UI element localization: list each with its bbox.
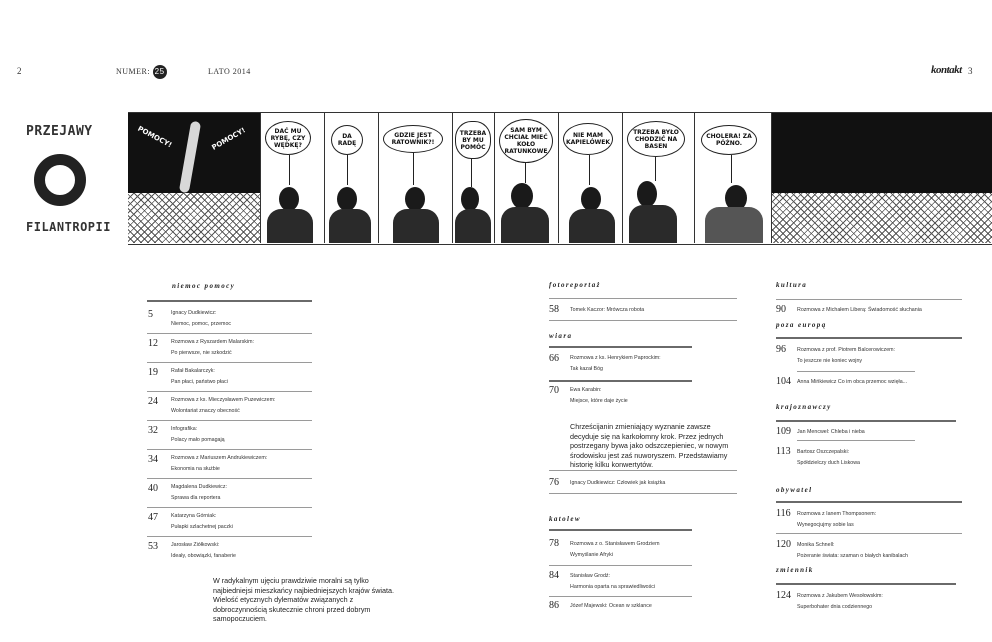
entry-title: Pułapki szlachetnej paczki — [171, 524, 233, 530]
section-lead-paragraph: Chrześcijanin zmieniający wyznanie zawsze decyduje się na karkołomny krok. Przez jednych postrzegany bywa jako odszczepieniec, w nowym środowisku jest zaś nuworyszem. Przedstawiamy historię kilku konwertytów. — [570, 422, 729, 470]
entry-page: 124 — [776, 590, 791, 601]
entry-title: Polacy mało pomagają — [171, 437, 225, 443]
sea-waves — [128, 193, 260, 243]
entry-page: 58 — [549, 304, 559, 315]
separator — [549, 529, 692, 531]
separator — [549, 298, 737, 299]
comic-panel-4 — [379, 113, 453, 243]
separator — [147, 333, 312, 334]
logo-top-text: PRZEJAWY — [26, 124, 93, 139]
issue-number-badge: 25 — [153, 65, 167, 79]
entry-author: Katarzyna Górniak: — [171, 513, 217, 519]
entry-title: Tak kazał Bóg — [570, 366, 603, 372]
comic-bubble: TRZEBA BYŁO CHODZIĆ NA BASEN — [627, 121, 685, 157]
entry-page: 90 — [776, 304, 786, 315]
section-lead-paragraph: W radykalnym ujęciu prawdziwie moralni są tylko najbiedniejsi mieszkańcy najbiedniejszych krajów świata. Wielość etycznych dylematów związanych z dobroczynnością skutecznie chroni przed dobrym samopoczuciem. — [213, 576, 394, 624]
separator — [147, 536, 312, 537]
entry-page: 47 — [148, 512, 158, 523]
separator — [147, 449, 312, 450]
section-heading: niemoc pomocy — [172, 282, 236, 290]
person-head — [337, 187, 357, 211]
bubble-tail — [289, 155, 290, 185]
entry-title: Ideały, obowiązki, fanaberie — [171, 553, 236, 559]
person-torso — [569, 209, 615, 243]
separator — [776, 337, 962, 339]
separator — [147, 478, 312, 479]
comic-bubble: NIE MAM KAPIELÓWEK — [563, 123, 613, 155]
bubble-tail — [471, 159, 472, 187]
entry-author: Bartosz Oszczepalski: — [797, 449, 850, 455]
person-head — [405, 187, 425, 211]
page-number-left: 2 — [17, 66, 22, 76]
entry-title: Sprawa dla reportera — [171, 495, 221, 501]
entry-page: 19 — [148, 367, 158, 378]
section-heading: kultura — [776, 281, 808, 289]
entry-author: Ignacy Dudkiewicz: — [171, 310, 217, 316]
issue-season: LATO 2014 — [208, 67, 251, 76]
entry-title: Po pierwsze, nie szkodzić — [171, 350, 232, 356]
entry-author: Stanisław Grodź: — [570, 573, 611, 579]
entry-page: 86 — [549, 600, 559, 611]
comic-panel-8 — [623, 113, 695, 243]
section-heading: poza europą — [776, 321, 827, 329]
section-heading: katolew — [549, 515, 581, 523]
comic-strip — [128, 112, 992, 245]
entry-page: 96 — [776, 344, 786, 355]
comic-bubble: SAM BYM CHCIAŁ MIEĆ KOŁO RATUNKOWE — [499, 119, 553, 163]
entry-page: 113 — [776, 446, 791, 457]
comic-bubble-pomocy-1: POMOCY! — [136, 124, 174, 150]
comic-bubble: TRZEBA BY MU POMÓC — [455, 121, 491, 159]
entry-title: Pan płaci, państwo płaci — [171, 379, 228, 385]
issue-number — [116, 65, 167, 79]
section-heading: fotoreportaż — [549, 281, 601, 289]
separator — [549, 320, 737, 321]
entry-author: Ewa Karabin: — [570, 387, 602, 393]
section-heading: zmiennik — [776, 566, 814, 574]
separator — [147, 300, 312, 302]
entry-title: Pożeranie świata: szaman o białych kanibalach — [797, 553, 909, 559]
entry-author: Monika Schnell: — [797, 542, 835, 548]
brand-logo: kontakt — [931, 64, 962, 76]
section-heading: obywatel — [776, 486, 813, 494]
entry-page: 40 — [148, 483, 158, 494]
bubble-tail — [525, 163, 526, 183]
entry-author: Rozmowa z Ryszardem Malarskim: — [171, 339, 254, 345]
entry-title: Wynegocjujmy sobie las — [797, 522, 854, 528]
entry-author: Infografika: — [171, 426, 198, 432]
section-logo — [26, 124, 111, 244]
entry-page: 5 — [148, 309, 153, 320]
person-torso — [267, 209, 313, 243]
entry-title: Niemoc, pomoc, przemoc — [171, 321, 232, 327]
sea-waves — [772, 193, 992, 243]
separator — [549, 596, 692, 597]
entry-page: 66 — [549, 353, 559, 364]
separator — [147, 391, 312, 392]
comic-panel-7 — [559, 113, 623, 243]
entry-title: Miejsce, które daje życie — [570, 398, 628, 404]
comic-bubble-pomocy-2: POMOCY! — [210, 126, 247, 152]
person-torso — [455, 209, 491, 243]
comic-bubble: DA RADĘ — [331, 125, 363, 155]
separator — [776, 533, 962, 534]
entry-page: 84 — [549, 570, 559, 581]
entry-author: Rozmowa z ks. Mieczysławem Puzewiczem: — [171, 397, 276, 403]
comic-bubble: CHOLERA! ZA PÓŹNO. — [701, 125, 757, 155]
entry-author: Rafał Bakalarczyk: — [171, 368, 215, 374]
person-head — [637, 181, 657, 207]
entry-page: 24 — [148, 396, 158, 407]
entry-author: Rozmowa z Mariuszem Andrukiewiczem: — [171, 455, 268, 461]
entry-page: 53 — [148, 541, 158, 552]
entry-author: Rozmowa z o. Stanisławem Grodziem — [570, 541, 660, 547]
entry-page: 34 — [148, 454, 158, 465]
person-torso — [501, 207, 549, 243]
bubble-tail — [347, 155, 348, 185]
separator — [549, 380, 692, 382]
entry-text: Jan Mencwel: Chleba i nieba — [797, 429, 865, 435]
person-head — [511, 183, 533, 209]
person-torso — [393, 209, 439, 243]
separator — [549, 470, 737, 471]
separator — [147, 507, 312, 508]
entry-page: 109 — [776, 426, 791, 437]
drowning-arm — [179, 121, 201, 194]
entry-page: 76 — [549, 477, 559, 488]
entry-author: Rozmowa z Ianem Thompsonem: — [797, 511, 877, 517]
person-torso — [329, 209, 371, 243]
entry-text: Anna Mińkiewicz Co im obca przemoc wzięła... — [797, 379, 908, 385]
bubble-tail — [731, 155, 732, 183]
comic-panel-1 — [128, 113, 261, 243]
comic-panel-6 — [495, 113, 559, 243]
entry-title: To jeszcze nie koniec wojny — [797, 358, 863, 364]
separator — [147, 362, 312, 363]
entry-page: 104 — [776, 376, 791, 387]
comic-panel-9 — [695, 113, 772, 243]
person-head — [279, 187, 299, 211]
logo-bottom-text: FILANTROPII — [26, 220, 111, 234]
entry-page: 70 — [549, 385, 559, 396]
entry-text: Tomek Kaczor: Mrówcza robota — [570, 307, 645, 313]
separator — [147, 420, 312, 421]
entry-text: Józef Majewski: Ocean w szklance — [570, 603, 652, 609]
separator — [797, 440, 915, 441]
entry-title: Wolontariat znaczy obecność — [171, 408, 240, 414]
comic-panel-5 — [453, 113, 495, 243]
entry-title: Spółdzielczy duch Liskowa — [797, 460, 861, 466]
separator — [797, 371, 915, 372]
comic-panel-3 — [325, 113, 379, 243]
page-number-right: 3 — [968, 66, 973, 76]
numer-label: NUMER: — [116, 66, 151, 76]
separator — [776, 299, 962, 300]
bubble-tail — [655, 157, 656, 181]
separator — [549, 346, 692, 348]
entry-title: Ekonomia na służbie — [171, 466, 220, 472]
separator — [549, 493, 737, 494]
bubble-tail — [413, 153, 414, 185]
comic-bubble: DAĆ MU RYBĘ, CZY WĘDKĘ? — [265, 121, 311, 155]
entry-page: 116 — [776, 508, 791, 519]
section-heading: krajoznawczy — [776, 403, 832, 411]
entry-text: Ignacy Dudkiewicz: Człowiek jak książka — [570, 480, 666, 486]
entry-title: Harmonia oparta na sprawiedliwości — [570, 584, 656, 590]
entry-page: 78 — [549, 538, 559, 549]
entry-text: Rozmowa z Michałem Liberą: Świadomość słuchania — [797, 307, 922, 313]
entry-title: Superbohater dnia codziennego — [797, 604, 873, 610]
bubble-tail — [589, 155, 590, 185]
section-heading: wiara — [549, 332, 573, 340]
entry-author: Rozmowa z prof. Piotrem Balcerowiczem: — [797, 347, 896, 353]
entry-author: Jarosław Ziółkowski: — [171, 542, 220, 548]
separator — [776, 420, 956, 422]
comic-panel-2 — [261, 113, 325, 243]
person-torso — [629, 205, 677, 243]
entry-author: Magdalena Dudkiewicz: — [171, 484, 227, 490]
comic-panel-10 — [772, 113, 992, 243]
entry-page: 32 — [148, 425, 158, 436]
person-head — [461, 187, 479, 211]
person-head — [581, 187, 601, 211]
entry-page: 120 — [776, 539, 791, 550]
entry-title: Wymyślanie Afryki — [570, 552, 613, 558]
comic-bubble: GDZIE JEST RATOWNIK?! — [383, 125, 443, 153]
entry-page: 12 — [148, 338, 158, 349]
separator — [776, 583, 956, 585]
separator — [776, 501, 962, 503]
entry-author: Rozmowa z ks. Henrykiem Paprockim: — [570, 355, 661, 361]
lifebuoy-icon — [34, 154, 86, 206]
separator — [549, 565, 692, 566]
entry-author: Rozmowa z Jakubem Wesołowskim: — [797, 593, 883, 599]
person-torso — [705, 207, 763, 243]
